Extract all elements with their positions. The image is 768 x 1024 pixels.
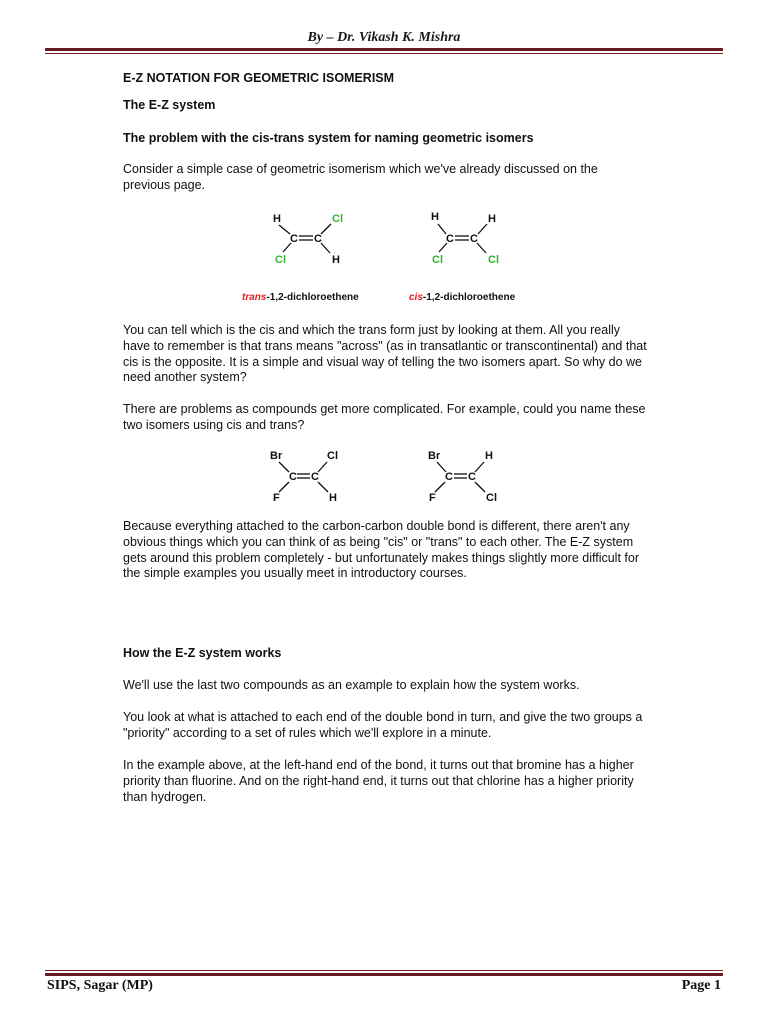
paragraph-priority: You look at what is attached to each end of the double bond in turn, and give the two groups a "priority" according to a set of rules which we'll explore in a minute. — [123, 710, 643, 740]
paragraph-cis-trans-explanation: You can tell which is the cis and which the trans form just by looking at them. All you really have to remember is that trans means "across" (as in transatlantic or transcontinental) and that cis is the opposite. It is a simple and visual way of telling the two isomers apart. So why do we need another system? — [123, 323, 647, 385]
trans-name: -1,2-dichloroethene — [266, 292, 359, 303]
isomer-right-structure — [428, 450, 497, 504]
figure-dichloroethene-isomers — [225, 205, 545, 305]
section-heading-how-it-works: How the E-Z system works — [123, 646, 282, 660]
atom-l-top-left: Br — [270, 450, 283, 462]
atom-r-top-left: Br — [428, 450, 441, 462]
paragraph-example: We'll use the last two compounds as an example to explain how the system works. — [123, 678, 580, 692]
atom-l-carbon-1: C — [289, 471, 297, 483]
atom-r-carbon-1: C — [445, 471, 453, 483]
atom-trans-top-right: Cl — [332, 213, 343, 225]
atom-trans-carbon-1: C — [290, 233, 298, 245]
atom-cis-bottom-left: Cl — [432, 254, 443, 266]
trans-prefix: trans — [242, 292, 267, 303]
paragraph-intro: Consider a simple case of geometric isomerism which we've already discussed on the previous page. — [123, 162, 598, 192]
atom-r-bottom-right: Cl — [486, 492, 497, 504]
atom-trans-top-left: H — [273, 213, 281, 225]
atom-cis-carbon-1: C — [446, 233, 454, 245]
header-rule — [45, 48, 723, 51]
footer-institution: SIPS, Sagar (MP) — [47, 978, 153, 993]
trans-isomer-structure — [242, 213, 359, 303]
section-subtitle: The E-Z system — [123, 98, 216, 112]
atom-cis-top-left: H — [431, 211, 439, 223]
paragraph-ez-intro: Because everything attached to the carbon-carbon double bond is different, there aren't any obvious things which you can think of as being "cis" or "trans" to each other. The E-Z system gets around this problem completely - but unfortunately makes things slightly more difficult for the simple examples you usually meet in introductory courses. — [123, 519, 639, 581]
section-heading-problem: The problem with the cis-trans system for naming geometric isomers — [123, 131, 534, 145]
atom-r-carbon-2: C — [468, 471, 476, 483]
footer-rule — [45, 973, 723, 976]
footer-rule-thin — [45, 970, 723, 971]
atom-l-bottom-right: H — [329, 492, 337, 504]
atom-cis-top-right: H — [488, 213, 496, 225]
cis-isomer-structure — [409, 211, 516, 303]
atom-l-bottom-left: F — [273, 492, 280, 504]
cis-name: -1,2-dichloroethene — [422, 292, 516, 303]
paragraph-problems: There are problems as compounds get more complicated. For example, could you name these two isomers using cis and trans? — [123, 402, 646, 432]
atom-r-bottom-left: F — [429, 492, 436, 504]
atom-trans-carbon-2: C — [314, 233, 322, 245]
atom-r-top-right: H — [485, 450, 493, 462]
atom-l-carbon-2: C — [311, 471, 319, 483]
paragraph-bromine-chlorine: In the example above, at the left-hand end of the bond, it turns out that bromine has a higher priority than fluorine. And on the right-hand end, it turns out that chlorine has a higher priority than hydrogen. — [123, 758, 634, 804]
footer-page-number: Page 1 — [681, 978, 721, 993]
isomer-left-structure — [270, 450, 338, 504]
trans-caption — [242, 292, 359, 303]
header-rule-thin — [45, 53, 723, 54]
document-title: E-Z NOTATION FOR GEOMETRIC ISOMERISM — [123, 71, 395, 85]
atom-trans-bottom-left: Cl — [275, 254, 286, 266]
atom-cis-carbon-2: C — [470, 233, 478, 245]
atom-trans-bottom-right: H — [332, 254, 340, 266]
atom-l-top-right: Cl — [327, 450, 338, 462]
figure-bromo-fluoro-isomers — [265, 445, 515, 505]
cis-caption — [409, 292, 516, 303]
header-author: By – Dr. Vikash K. Mishra — [307, 30, 461, 45]
cis-prefix: cis — [409, 292, 423, 303]
atom-cis-bottom-right: Cl — [488, 254, 499, 266]
